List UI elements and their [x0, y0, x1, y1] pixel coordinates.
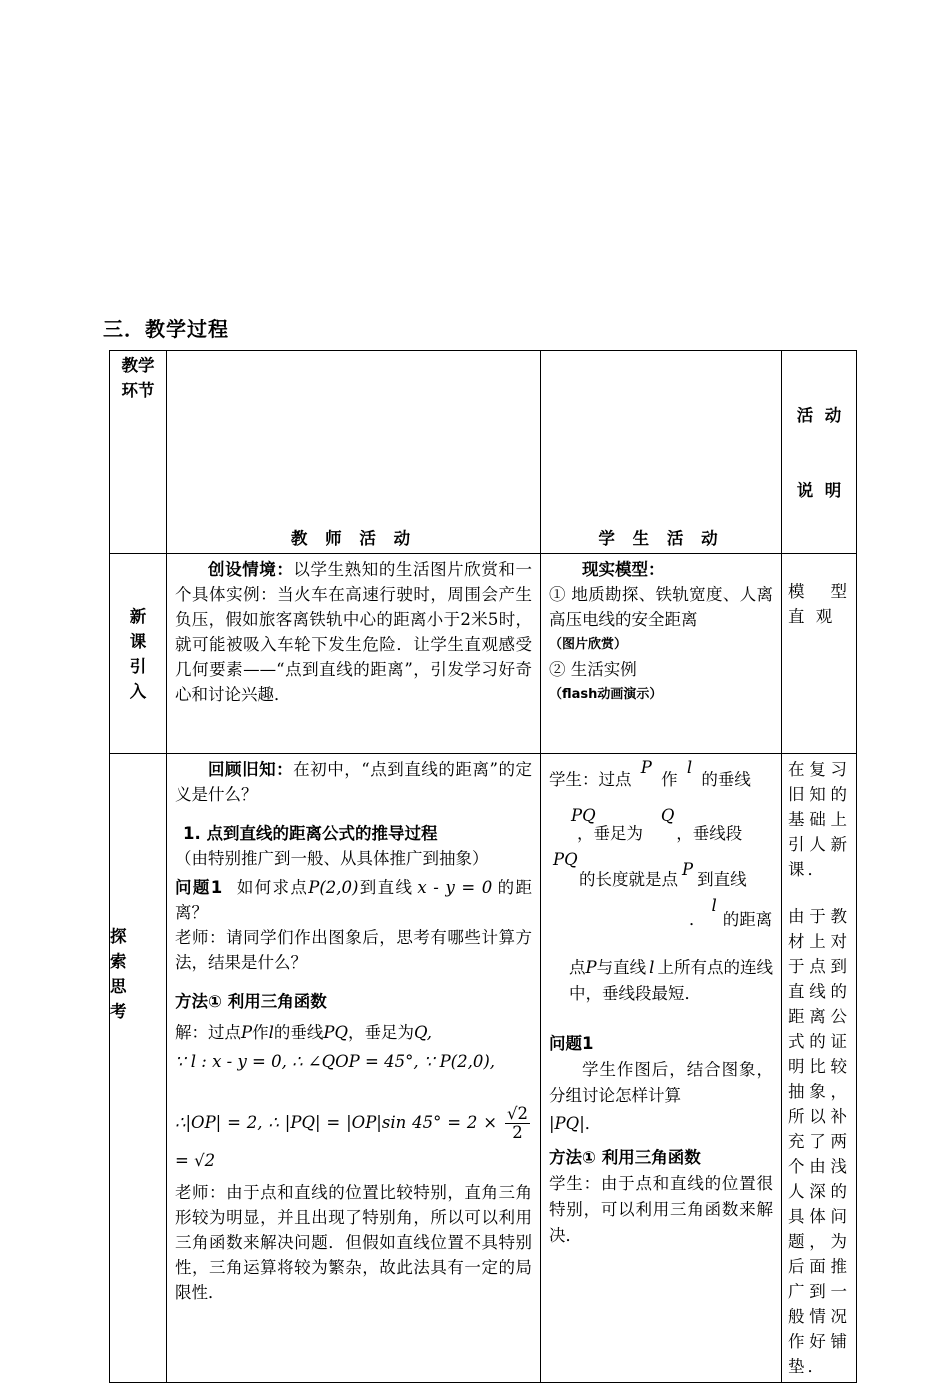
header-student: 学 生 活 动	[541, 351, 782, 554]
teacher-intro: 创设情境：以学生熟知的生活图片欣赏和一个具体实例：当火车在高速行驶时，周围会产生负压，假如旅客离铁轨中心的距离小于2米5时，就可能被吸入车轮下发生危险．让学生直观感受几何要素——“点到直线的距离”，引发学习好奇心和讨论兴趣．	[167, 554, 541, 754]
header-note: 活 动 说 明	[782, 351, 857, 554]
teaching-process-table	[109, 350, 857, 1383]
note-intro: 模 型 直 观	[782, 554, 857, 754]
teacher-explore: 回顾旧知：在初中，“点到直线的距离”的定义是什么？ 1. 点到直线的距离公式的推导过程 （由特别推广到一般、从具体推广到抽象） 问题1 如何求点P(2,0)到直线 x - y = 0 的距离？ 老师：请同学们作出图象后，思考有哪些计算方法，结果是什么？ 方法① 利用三角函数 解：过点P作l的垂线PQ，垂足为Q, ∵ l : x - y = 0, ∴ ∠QOP = 45°, ∵ P(2,0), ∴|OP| = 2, ∴ |PQ| = |OP|sin 45° = 2 × $\frac{√2}{2}$ = √2 老师：由于点和直线的位置比较特别，直角三角形较为明显，并且出现了特别角，所以可以利用三角函数来解决问题．但假如直线位置不具特别性，三角运算将较为繁杂，故此法具有一定的局限性．	[167, 754, 541, 1383]
student-intro: 现实模型： ① 地质勘探、铁轨宽度、人离高压电线的安全距离 （图片欣赏） ② 生活实例 （flash动画演示）	[541, 554, 782, 754]
note-explore: 在复习旧知的基础上引人新课． 由于教材上对于点到直线的距离公式的证明比较抽象，所以补充了两个由浅人深的具体问题，为后面推广到一般情况作好铺垫．	[782, 754, 857, 1383]
stage-intro: 新课引入	[110, 554, 167, 754]
row-intro	[110, 554, 857, 754]
student-explore: 学生：过点 P 作 l 的垂线 PQ Q ，垂足为 ，垂线段 PQ 的长度就是点P到直线 ．l的距离 点P与直线 l 上所有点的连线中，垂线段最短． 问题1 学生作图后，结合图象，分组讨论怎样计算 |PQ|． 方法① 利用三角函数 学生：由于点和直线的位置很特别，可以利用三角函数来解决．	[541, 754, 782, 1383]
header-stage: 教学环节	[110, 351, 167, 554]
row-explore	[110, 754, 857, 1383]
header-teacher: 教 师 活 动	[167, 351, 541, 554]
section-heading: 三．教学过程	[103, 317, 229, 341]
fraction-sqrt2-over-2: $\frac{√2}{2}$	[506, 1104, 528, 1142]
stage-explore-chars: 探 索 思 考	[110, 927, 127, 1021]
stage-explore	[110, 754, 167, 1383]
header-row	[110, 351, 857, 554]
